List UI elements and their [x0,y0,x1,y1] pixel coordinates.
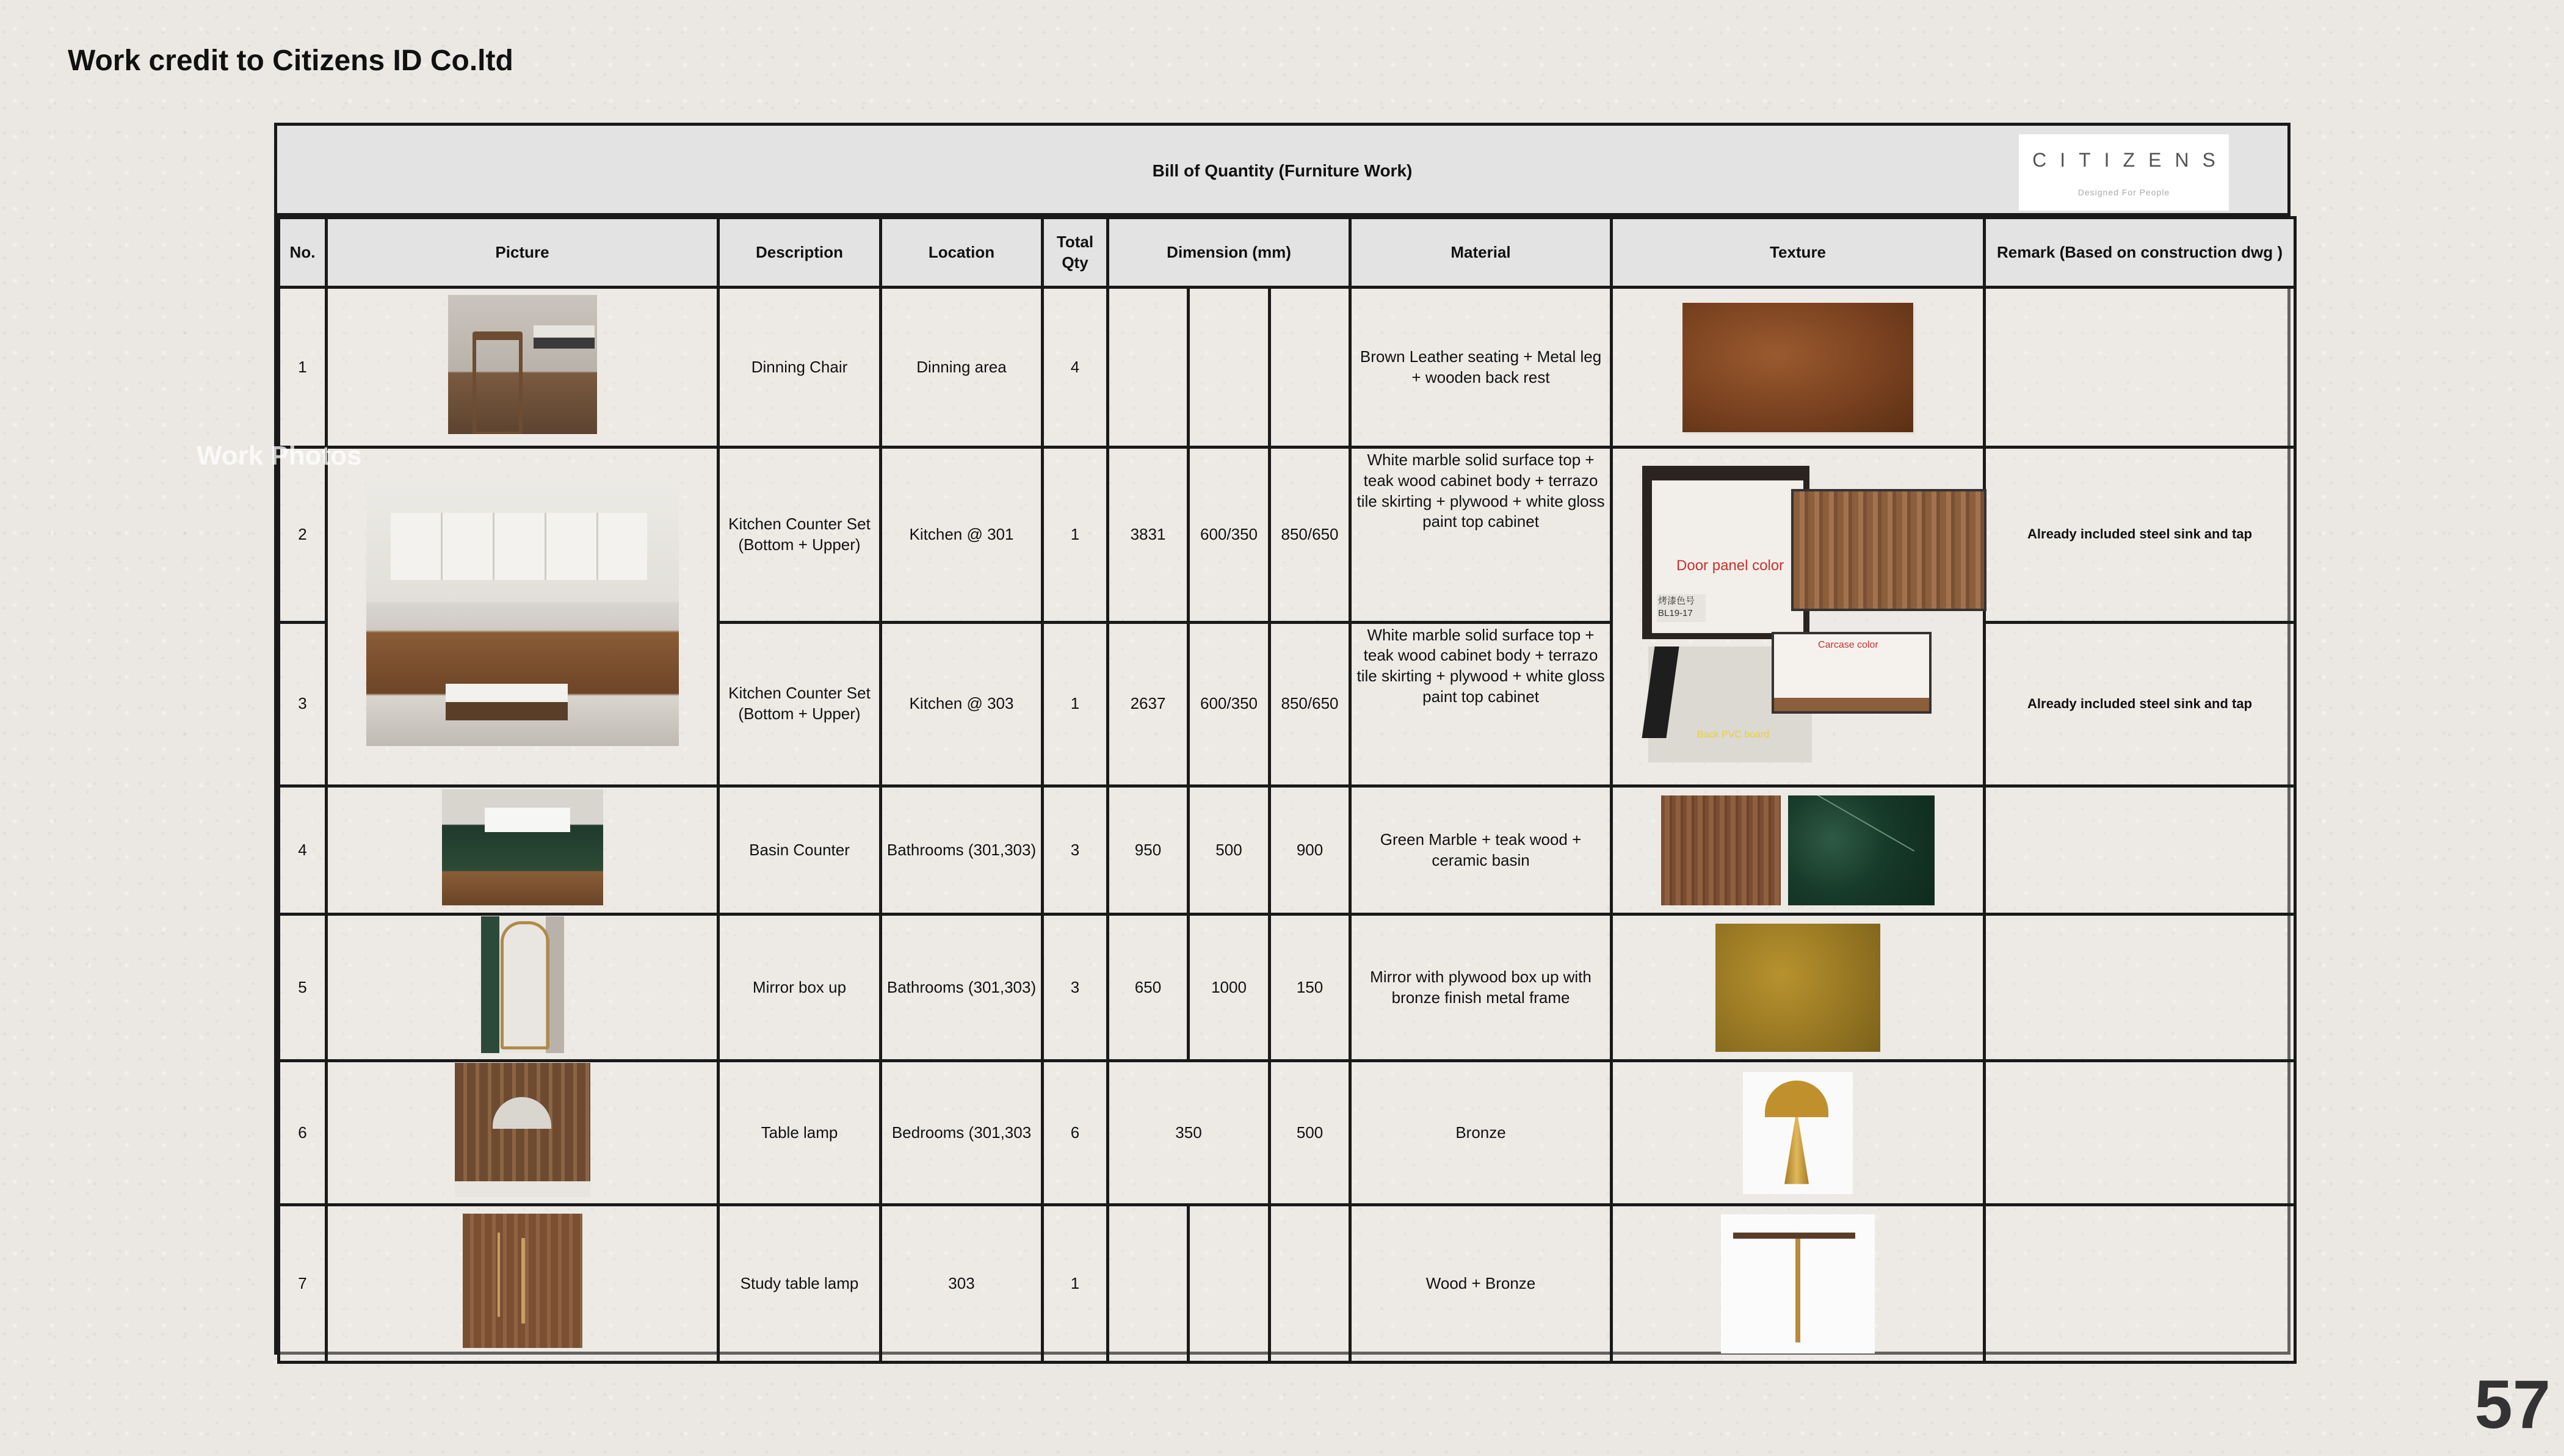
cell-no: 2 [279,447,327,623]
boq-table [277,216,2297,1364]
cell-location: Kitchen @ 301 [881,447,1043,623]
cell-texture [1612,288,1985,447]
cell-remark [1985,1061,2295,1205]
cell-material: Bronze [1350,1061,1612,1205]
cell-dim-3: 900 [1270,786,1350,915]
cell-remark [1985,915,2295,1061]
study-lamp-photo [463,1214,582,1348]
cell-no: 5 [279,915,327,1061]
cell-location: Bathrooms (301,303) [881,786,1043,915]
cell-remark: Already included steel sink and tap [1985,447,2295,623]
cell-dim-2 [1189,288,1270,447]
cell-location: Kitchen @ 303 [881,622,1043,786]
logo-tagline: Designed For People [2077,187,2170,197]
col-header-dimension: Dimension (mm) [1108,218,1350,288]
cell-texture [1612,915,1985,1061]
col-header-picture: Picture [327,218,719,288]
cell-dim-1 [1108,1205,1189,1363]
cell-texture [1612,1205,1985,1363]
col-header-no: No. [279,218,327,288]
cell-dim-1: 2637 [1108,622,1189,786]
cell-material: Wood + Bronze [1350,1205,1612,1363]
cell-dim-2: 1000 [1189,915,1270,1061]
cell-picture [327,1061,719,1205]
cell-picture [327,1205,719,1363]
study-lamp-sample [1721,1214,1875,1353]
col-header-qty: Total Qty [1043,218,1108,288]
cell-material: Green Marble + teak wood + ceramic basin [1350,786,1612,915]
carcass-sample [1772,632,1932,714]
door-panel-sample [1642,466,1809,639]
cell-texture [1612,1061,1985,1205]
cell-location: 303 [881,1205,1043,1363]
cell-remark [1985,288,2295,447]
table-lamp-sample [1743,1072,1853,1194]
table-row [279,915,2295,1061]
title-bar [277,126,2287,216]
cell-dim-2: 600/350 [1189,447,1270,623]
col-header-description: Description [719,218,881,288]
cell-picture [327,786,719,915]
work-credit-heading: Work credit to Citizens ID Co.ltd [68,45,513,77]
cell-description: Mirror box up [719,915,881,1061]
door-panel-label: Door panel color [1676,557,1784,574]
cell-description: Kitchen Counter Set (Bottom + Upper) [719,622,881,786]
col-header-texture: Texture [1612,218,1985,288]
col-header-material: Material [1350,218,1612,288]
cell-dim-3: 850/650 [1270,622,1350,786]
cell-picture [327,915,719,1061]
cell-no: 6 [279,1061,327,1205]
cell-texture [1612,447,1985,786]
table-row [279,288,2295,447]
cell-description: Dinning Chair [719,288,881,447]
color-code-tag: 烤漆色号 BL19-17 [1657,594,1706,622]
header-row [279,218,2295,288]
cell-qty: 4 [1043,288,1108,447]
cell-dim-3: 150 [1270,915,1350,1061]
table-row [279,786,2295,915]
leather-texture-swatch [1682,303,1913,432]
col-header-location: Location [881,218,1043,288]
cell-material: White marble solid surface top + teak wood cabinet body + terrazo tile skirting + plywood + white gloss paint top cabinet [1350,447,1612,623]
dining-chair-photo [448,295,597,434]
basin-counter-photo [442,789,603,905]
table-row [279,1061,2295,1205]
cell-remark: Already included steel sink and tap [1985,622,2295,786]
bronze-texture-swatch [1715,924,1880,1052]
kitchen-texture-collage [1613,449,1986,784]
cell-picture [327,447,719,786]
cell-dim-2: 600/350 [1189,622,1270,786]
cell-qty: 1 [1043,447,1108,623]
cell-dim-1 [1108,288,1189,447]
cell-remark [1985,786,2295,915]
cell-no: 4 [279,786,327,915]
teak-wood-swatch [1661,795,1781,905]
cell-material: Brown Leather seating + Metal leg + wooden back rest [1350,288,1612,447]
cell-no: 1 [279,288,327,447]
cell-description: Basin Counter [719,786,881,915]
cell-dim-merged: 350 [1108,1061,1270,1205]
cell-qty: 1 [1043,622,1108,786]
cell-dim-1: 950 [1108,786,1189,915]
cell-location: Bedrooms (301,303 [881,1061,1043,1205]
cell-dim-3 [1270,288,1350,447]
cell-dim-1: 650 [1108,915,1189,1061]
kitchen-photo [366,482,679,746]
cell-dim-3: 500 [1270,1061,1350,1205]
cell-qty: 3 [1043,915,1108,1061]
table-lamp-photo [455,1063,590,1197]
cell-qty: 3 [1043,786,1108,915]
cell-location: Dinning area [881,288,1043,447]
cell-dim-1: 3831 [1108,447,1189,623]
cell-location: Bathrooms (301,303) [881,915,1043,1061]
teak-wood-sample [1791,489,1986,611]
page-number: 57 [2474,1366,2551,1443]
cell-no: 3 [279,622,327,786]
cell-description: Table lamp [719,1061,881,1205]
cell-material: Mirror with plywood box up with bronze finish metal frame [1350,915,1612,1061]
cell-dim-2 [1189,1205,1270,1363]
green-marble-swatch [1788,795,1935,905]
cell-dim-3 [1270,1205,1350,1363]
mirror-photo [481,916,564,1053]
carcass-label: Carcase color [1818,640,1878,650]
table-row [279,1205,2295,1363]
cell-texture [1612,786,1985,915]
cell-qty: 6 [1043,1061,1108,1205]
cell-remark [1985,1205,2295,1363]
back-board-label: Back PVC board [1697,730,1770,740]
cell-dim-3: 850/650 [1270,447,1350,623]
cell-qty: 1 [1043,1205,1108,1363]
cell-dim-2: 500 [1189,786,1270,915]
sheet-title: Bill of Quantity (Furniture Work) [1152,161,1413,180]
table-row [279,447,2295,623]
col-header-remark: Remark (Based on construction dwg ) [1985,218,2295,288]
cell-no: 7 [279,1205,327,1363]
citizens-logo [2019,134,2229,211]
cell-description: Study table lamp [719,1205,881,1363]
boq-sheet [274,123,2291,1355]
faint-overlay-text: Work Photos [197,441,362,471]
cell-material: White marble solid surface top + teak wood cabinet body + terrazo tile skirting + plywood + white gloss paint top cabinet [1350,622,1612,786]
cell-description: Kitchen Counter Set (Bottom + Upper) [719,447,881,623]
cell-picture [327,288,719,447]
logo-name: CITIZENS [2032,149,2229,171]
